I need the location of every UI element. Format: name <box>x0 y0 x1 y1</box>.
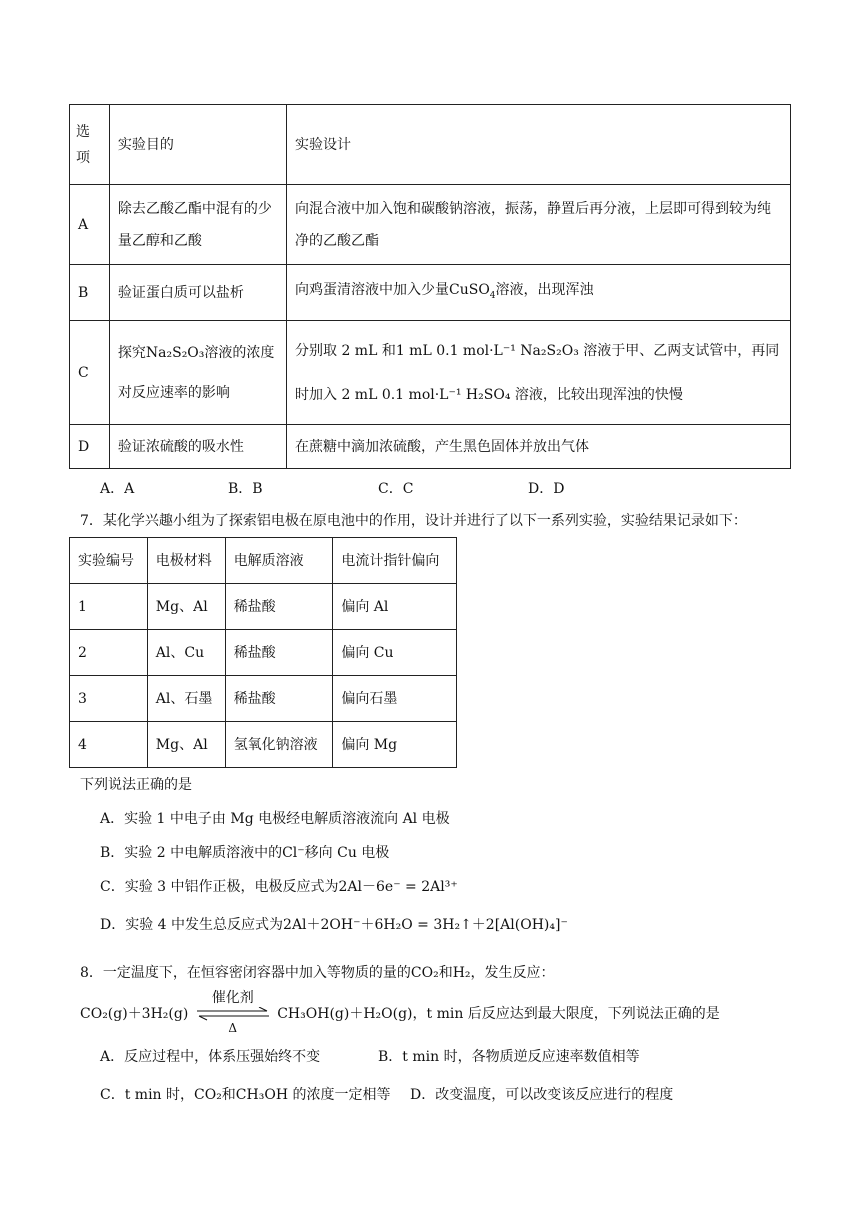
q8-choice-a[interactable]: A．反应过程中，体系压强始终不变 <box>100 1049 321 1065</box>
q6-choice-d[interactable]: D．D <box>528 481 565 497</box>
table-row <box>70 722 457 768</box>
header-cell: 电极材料 <box>147 538 225 584</box>
cell: Al、石墨 <box>147 676 225 722</box>
row-design: 在蔗糖中滴加浓硫酸，产生黑色固体并放出气体 <box>287 425 791 469</box>
cell: Mg、Al <box>147 722 225 768</box>
table-row <box>70 321 791 425</box>
cell: 4 <box>70 722 148 768</box>
q7-choice-a[interactable]: A．实验 1 中电子由 Mg 电极经电解质溶液流向 Al 电极 <box>100 811 450 827</box>
table-row <box>70 265 791 321</box>
q7-prompt: 下列说法正确的是 <box>80 777 192 793</box>
row-purpose: 探究Na₂S₂O₃溶液的浓度对反应速率的影响 <box>109 321 286 425</box>
table-row <box>70 185 791 265</box>
q6-table <box>69 104 791 469</box>
q8-equation <box>80 990 720 1035</box>
header-cell: 电解质溶液 <box>225 538 333 584</box>
row-design: 向混合液中加入饱和碳酸钠溶液，振荡，静置后再分液，上层即可得到较为纯净的乙酸乙酯 <box>287 185 791 265</box>
cell: Mg、Al <box>147 584 225 630</box>
table-row <box>70 630 457 676</box>
q7-stem: 7．某化学兴趣小组为了探索铝电极在原电池中的作用，设计并进行了以下一系列实验，实验结果记录如下： <box>80 513 747 529</box>
table-row <box>70 425 791 469</box>
catalyst-label: 催化剂 <box>211 990 254 1006</box>
cell: 偏向 Cu <box>333 630 457 676</box>
row-option: D <box>70 425 110 469</box>
cell: 1 <box>70 584 148 630</box>
cell: 稀盐酸 <box>225 630 333 676</box>
equilibrium-arrow-icon <box>195 1007 271 1021</box>
row-option: A <box>70 185 110 265</box>
q8-choice-d[interactable]: D．改变温度，可以改变该反应进行的程度 <box>410 1087 674 1103</box>
header-purpose: 实验目的 <box>109 105 286 185</box>
header-option: 选项 <box>70 105 110 185</box>
table-row <box>70 676 457 722</box>
cell: 2 <box>70 630 148 676</box>
header-cell: 实验编号 <box>70 538 148 584</box>
q7-choice-b[interactable]: B．实验 2 中电解质溶液中的Cl⁻移向 Cu 电极 <box>100 845 390 861</box>
eq-arrow <box>195 990 271 1035</box>
q7-choice-d[interactable]: D．实验 4 中发生总反应式为2Al＋2OH⁻＋6H₂O = 3H₂↑＋2[Al(OH)₄]⁻ <box>100 917 568 933</box>
q6-choice-a[interactable]: A．A <box>100 481 135 497</box>
row-design: 向鸡蛋清溶液中加入少量CuSO$_4$溶液，出现浑浊 <box>287 265 791 321</box>
q6-choice-b[interactable]: B．B <box>228 481 263 497</box>
cell: 偏向 Mg <box>333 722 457 768</box>
table-row <box>70 105 791 185</box>
header-design: 实验设计 <box>287 105 791 185</box>
q8-choice-b[interactable]: B．t min 时，各物质逆反应速率数值相等 <box>378 1049 640 1065</box>
cell: 氢氧化钠溶液 <box>225 722 333 768</box>
q6-choice-c[interactable]: C．C <box>378 481 414 497</box>
row-purpose: 除去乙酸乙酯中混有的少量乙醇和乙酸 <box>109 185 286 265</box>
heat-label: Δ <box>228 1021 238 1035</box>
q8-choice-c[interactable]: C．t min 时，CO₂和CH₃OH 的浓度一定相等 <box>100 1087 391 1103</box>
table-row <box>70 538 457 584</box>
cell: 稀盐酸 <box>225 584 333 630</box>
header-cell: 电流计指针偏向 <box>333 538 457 584</box>
row-design: 分别取 2 mL 和1 mL 0.1 mol·L⁻¹ Na₂S₂O₃ 溶液于甲、乙两支试管中，再同 时加入 2 mL 0.1 mol·L⁻¹ H₂SO₄ 溶液，比较出现浑浊的快慢 <box>287 321 791 425</box>
q7-choice-c[interactable]: C．实验 3 中铝作正极，电极反应式为2Al－6e⁻ = 2Al³⁺ <box>100 879 458 895</box>
eq-left: CO₂(g)＋3H₂(g) <box>80 1006 189 1022</box>
table-row <box>70 584 457 630</box>
eq-right: CH₃OH(g)＋H₂O(g)，t min 后反应达到最大限度，下列说法正确的是 <box>277 1006 720 1022</box>
q8-stem: 8．一定温度下，在恒容密闭容器中加入等物质的量的CO₂和H₂，发生反应： <box>80 965 555 981</box>
q7-table <box>69 537 457 768</box>
row-purpose: 验证浓硫酸的吸水性 <box>109 425 286 469</box>
cell: 偏向石墨 <box>333 676 457 722</box>
cell: 稀盐酸 <box>225 676 333 722</box>
row-purpose: 验证蛋白质可以盐析 <box>109 265 286 321</box>
row-option: C <box>70 321 110 425</box>
row-option: B <box>70 265 110 321</box>
cell: Al、Cu <box>147 630 225 676</box>
cell: 偏向 Al <box>333 584 457 630</box>
cell: 3 <box>70 676 148 722</box>
